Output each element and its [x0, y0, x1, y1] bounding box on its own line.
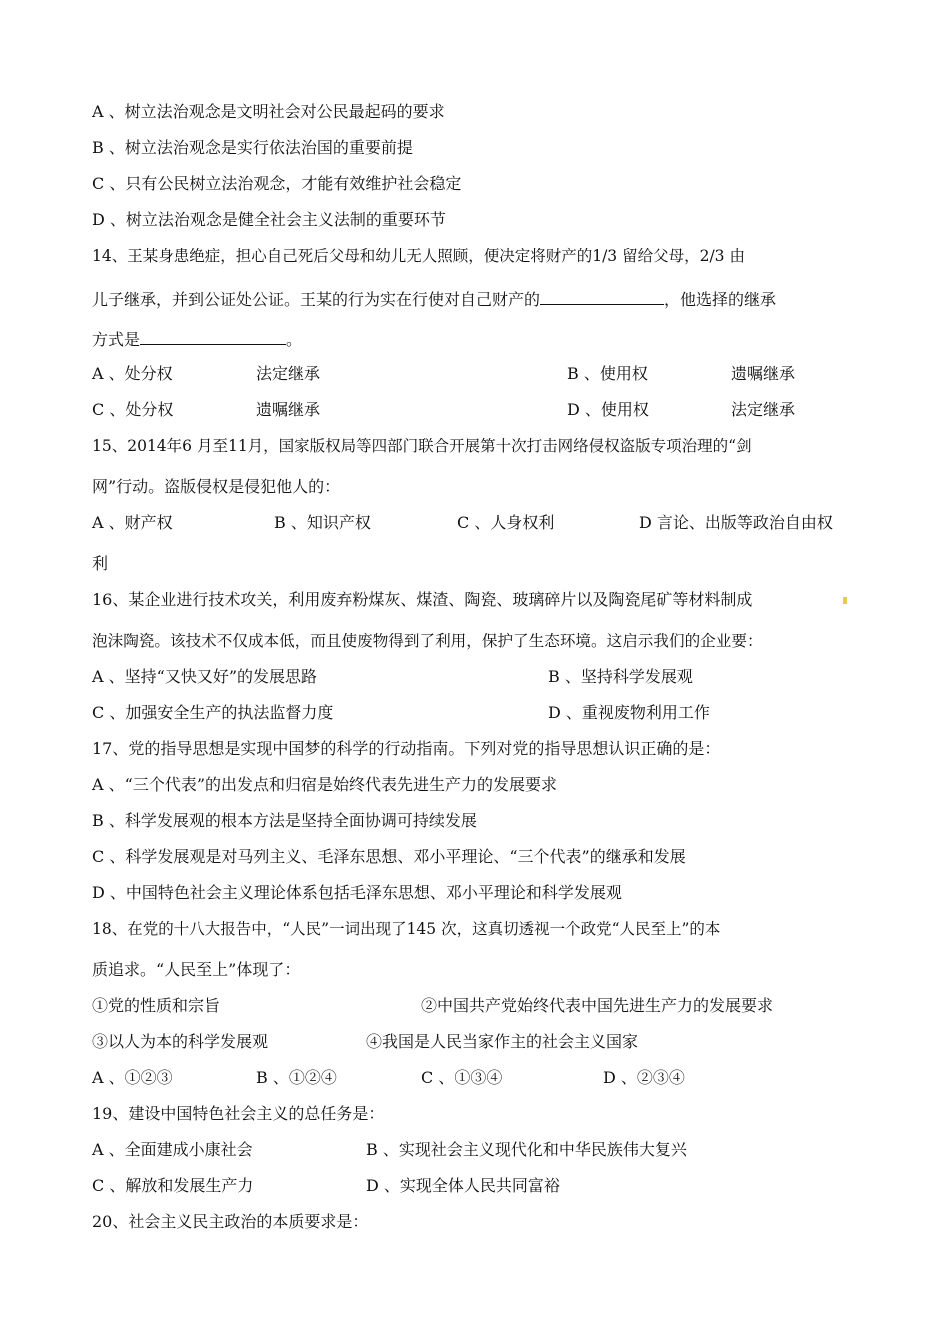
q14-stem-line3: [92, 328, 302, 350]
q14-option-b: B 、使用权: [567, 364, 648, 383]
q15-option-c: C 、人身权利: [457, 513, 555, 532]
q19-option-a: A 、全面建成小康社会: [92, 1140, 253, 1159]
q18-statement-3: ③以人为本的科学发展观: [92, 1032, 269, 1051]
q17-option-c: C 、科学发展观是对马列主义、毛泽东思想、邓小平理论、“三个代表”的继承和发展: [92, 847, 686, 866]
q18-statement-4: ④我国是人民当家作主的社会主义国家: [366, 1032, 639, 1051]
highlight-mark: [843, 597, 847, 604]
q16-stem-line2: 泡沫陶瓷。该技术不仅成本低，而且使废物得到了利用，保护了生态环境。这启示我们的企业要：: [92, 632, 763, 650]
q14-option-c: C 、处分权: [92, 400, 174, 419]
q13-option-b: B 、树立法治观念是实行依法治国的重要前提: [92, 138, 413, 157]
q18-option-a: A 、①②③: [92, 1068, 173, 1087]
q16-option-b: B 、坚持科学发展观: [548, 667, 693, 686]
q14-blank-1: [540, 288, 664, 305]
q14-option-c-method: 遗嘱继承: [256, 400, 321, 419]
q15-option-a: A 、财产权: [92, 513, 173, 532]
q17-stem: 17、党的指导思想是实现中国梦的科学的行动指南。下列对党的指导思想认识正确的是：: [92, 739, 721, 758]
q18-option-c: C 、①③④: [421, 1068, 503, 1087]
q14-blank-2: [140, 328, 286, 345]
q14-stem-line2-text: 儿子继承，并到公证处公证。王某的行为实在行使对自己财产的: [92, 290, 541, 309]
q16-option-c: C 、加强安全生产的执法监督力度: [92, 703, 334, 722]
q14-stem-line2-tail: ，他选择的继承: [664, 290, 777, 309]
q19-option-d: D 、实现全体人民共同富裕: [366, 1176, 560, 1195]
q14-option-a-method: 法定继承: [256, 364, 321, 383]
q14-stem-line3-tail: 。: [286, 330, 303, 349]
q19-option-b: B 、实现社会主义现代化和中华民族伟大复兴: [366, 1140, 687, 1159]
q16-stem-line1: 16、某企业进行技术攻关，利用废弃粉煤灰、煤渣、陶瓷、玻璃碎片以及陶瓷尾矿等材料制成: [92, 590, 753, 609]
q16-option-d: D 、重视废物利用工作: [548, 703, 710, 722]
q15-stem-line2: 网”行动。盗版侵权是侵犯他人的：: [92, 477, 341, 496]
q17-option-d: D 、中国特色社会主义理论体系包括毛泽东思想、邓小平理论和科学发展观: [92, 883, 622, 902]
q16-option-a: A 、坚持“又快又好”的发展思路: [92, 667, 318, 686]
q18-option-d: D 、②③④: [603, 1068, 685, 1087]
q18-statement-2: ②中国共产党始终代表中国先进生产力的发展要求: [421, 996, 774, 1015]
q15-option-b: B 、知识产权: [274, 513, 371, 532]
q18-option-b: B 、①②④: [256, 1068, 337, 1087]
q20-stem: 20、社会主义民主政治的本质要求是：: [92, 1212, 369, 1231]
q14-stem-line2: [92, 288, 776, 310]
q17-option-b: B 、科学发展观的根本方法是坚持全面协调可持续发展: [92, 811, 477, 830]
q13-option-a: A 、树立法治观念是文明社会对公民最起码的要求: [92, 102, 445, 121]
q19-stem: 19、建设中国特色社会主义的总任务是：: [92, 1104, 385, 1123]
q14-stem-line3-text: 方式是: [92, 330, 141, 349]
q14-option-b-method: 遗嘱继承: [731, 364, 796, 383]
q13-option-c: C 、只有公民树立法治观念，才能有效维护社会稳定: [92, 174, 462, 193]
q13-option-d: D 、树立法治观念是健全社会主义法制的重要环节: [92, 210, 446, 229]
q15-option-d-continued: 利: [92, 554, 109, 573]
q14-option-d: D 、使用权: [567, 400, 649, 419]
q15-option-d: D 言论、出版等政治自由权: [639, 513, 833, 532]
q14-stem-line1: 14、王某身患绝症，担心自己死后父母和幼儿无人照顾，便决定将财产的1/3 留给父母，2/3 由: [92, 247, 745, 265]
q15-stem-line1: 15、2014年6 月至11月，国家版权局等四部门联合开展第十次打击网络侵权盗版专项治理的“剑: [92, 437, 752, 455]
q18-stem-line2: 质追求。“人民至上”体现了：: [92, 960, 301, 979]
q18-stem-line1: 18、在党的十八大报告中，“人民”一词出现了145 次，这真切透视一个政党“人民至上”的本: [92, 920, 721, 938]
q18-statement-1: ①党的性质和宗旨: [92, 996, 221, 1015]
q14-option-a: A 、处分权: [92, 364, 173, 383]
q19-option-c: C 、解放和发展生产力: [92, 1176, 254, 1195]
q14-option-d-method: 法定继承: [731, 400, 796, 419]
q17-option-a: A 、“三个代表”的出发点和归宿是始终代表先进生产力的发展要求: [92, 775, 558, 794]
